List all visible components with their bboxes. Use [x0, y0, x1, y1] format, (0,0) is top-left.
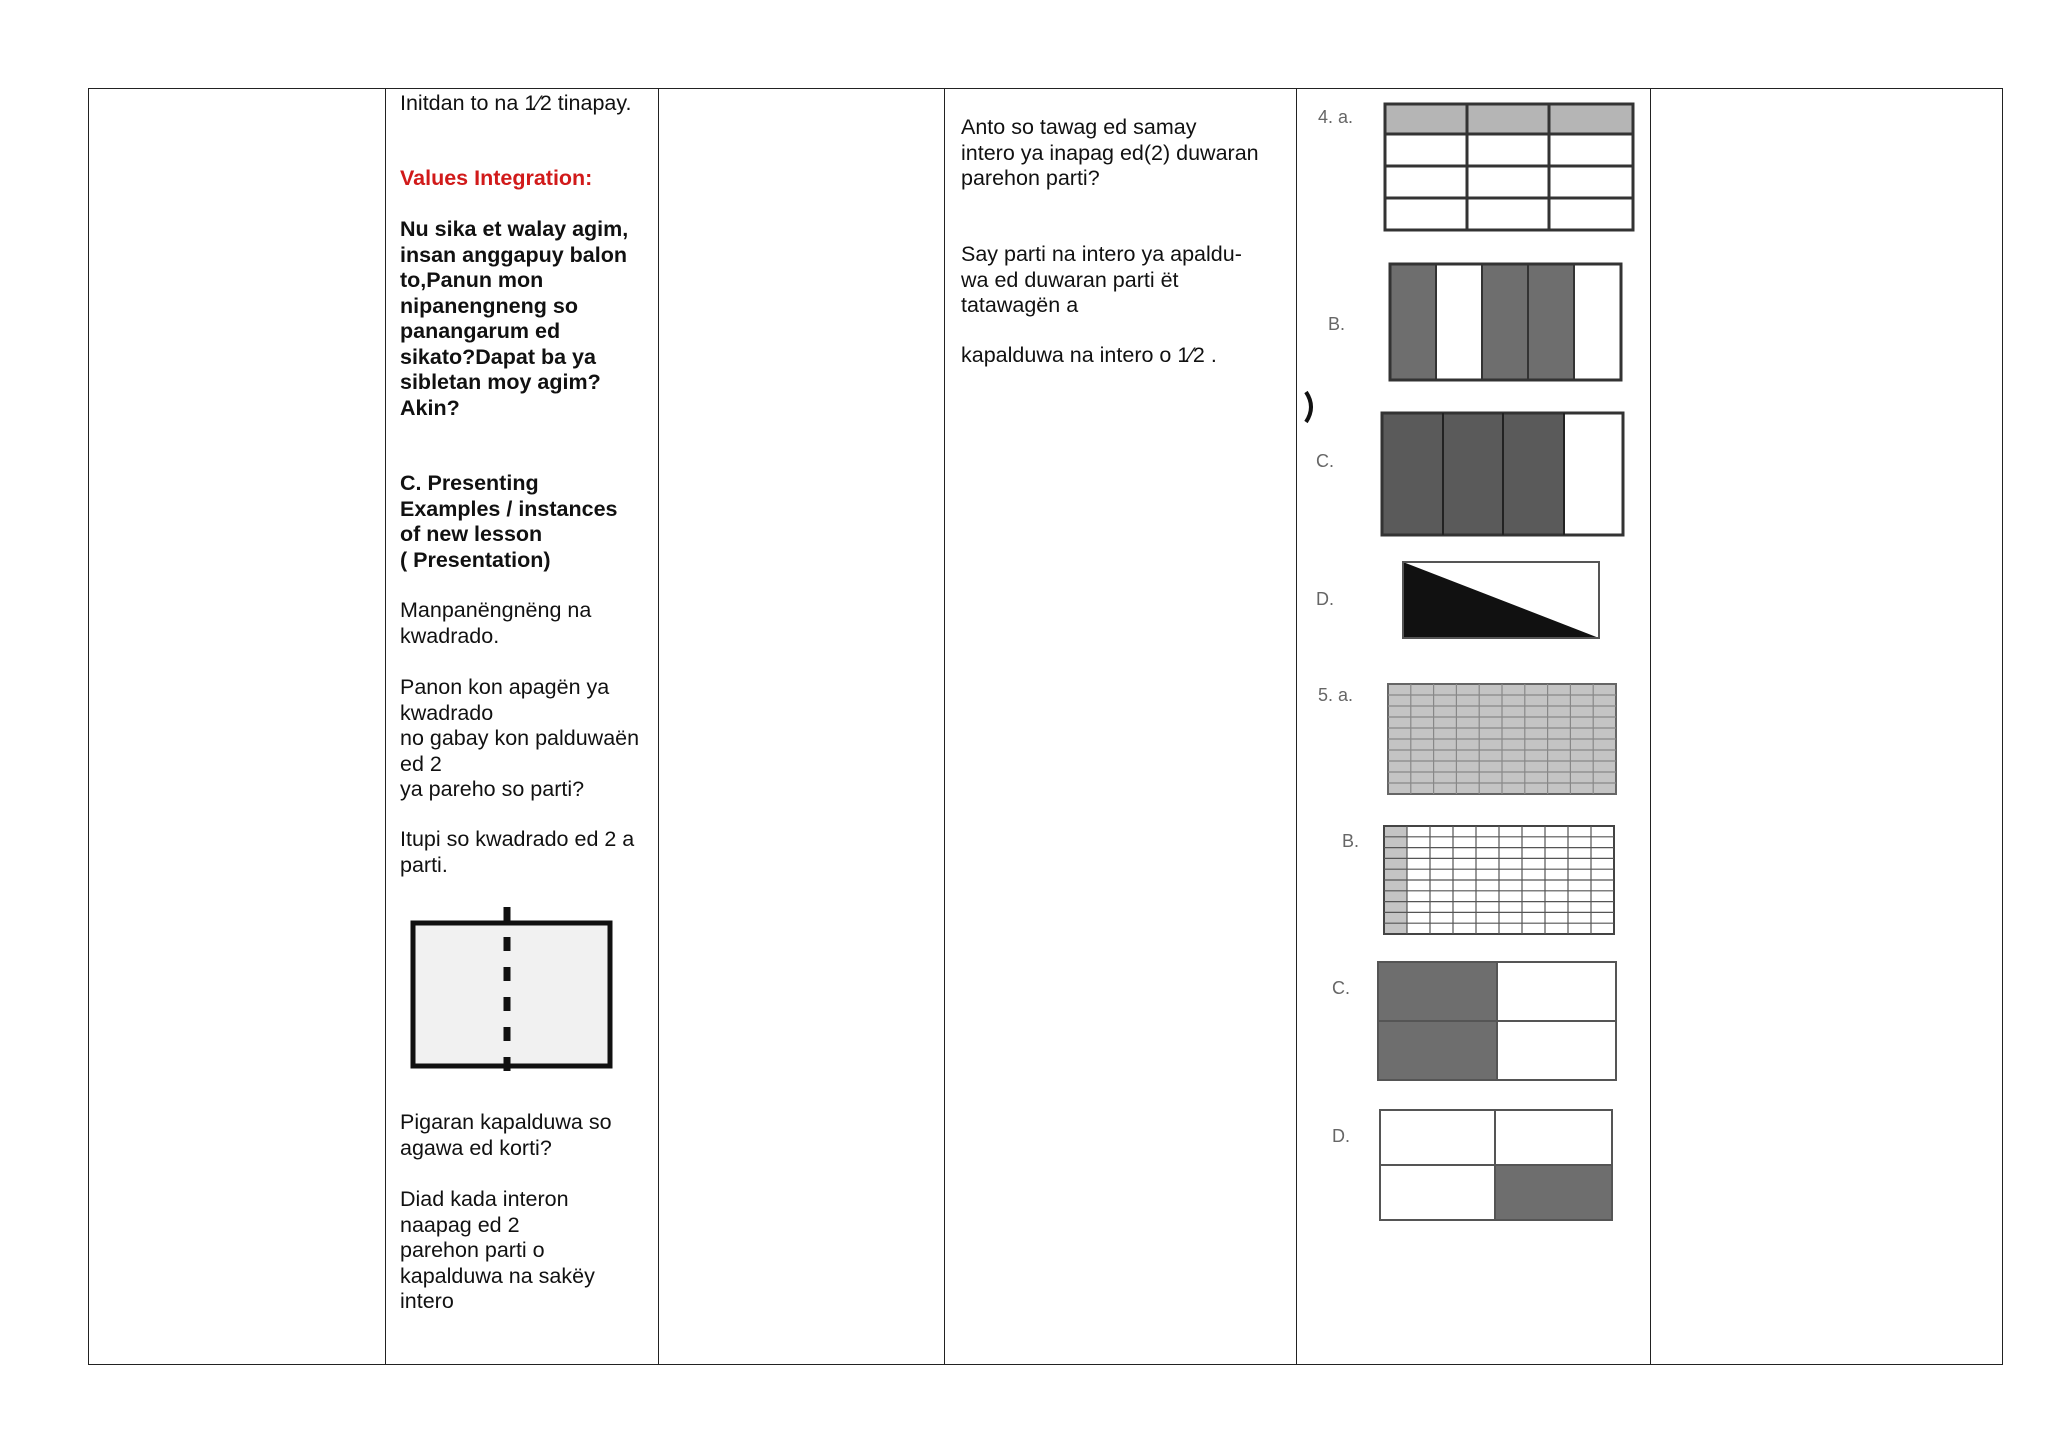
values-integration-heading: Values Integration: — [400, 166, 593, 190]
question-text: Anto so tawag ed samay intero ya inapag ed(2) duwaran parehon parti? — [961, 115, 1259, 190]
column-divider — [944, 89, 945, 1364]
fraction-quarters-d — [1378, 1108, 1614, 1222]
paragraph: Pigaran kapalduwa so agawa ed korti? — [400, 1110, 612, 1160]
fraction-grid-5a — [1386, 682, 1618, 796]
fraction-grid-5b — [1382, 824, 1616, 936]
values-integration-text: Nu sika et walay agim, insan anggapuy balon to,Panun mon nipanengneng so panangarum ed sikato?Dapat ba ya sibletan moy agim? Akin? — [400, 217, 629, 420]
item-label: B. — [1342, 831, 1360, 851]
section-c-heading: C. Presenting Examples / instances of new lesson ( Presentation) — [400, 471, 618, 572]
fraction-strips-c — [1380, 411, 1625, 537]
paragraph: Manpanëngnëng na kwadrado. — [400, 598, 592, 648]
question-text: Say parti na intero ya apaldu- wa ed duwaran parti ët tatawagën a — [961, 242, 1242, 317]
paragraph: Itupi so kwadrado ed 2 a parti. — [400, 827, 635, 877]
item-label: 4. a. — [1318, 107, 1354, 127]
item-label: D. — [1332, 1126, 1350, 1146]
column-divider — [385, 89, 386, 1364]
folded-square-figure — [405, 905, 620, 1085]
answer-text: kapalduwa na intero o 1⁄2 . — [961, 343, 1217, 367]
fraction-halves-c — [1376, 960, 1618, 1082]
paragraph: Panon kon apagën ya kwadrado no gabay kon palduwaën ed 2 ya pareho so parti? — [400, 675, 640, 801]
triangle-figure-d — [1401, 560, 1601, 640]
item-label: C. — [1332, 978, 1350, 998]
column-divider — [1650, 89, 1651, 1364]
fraction-strips-b — [1388, 262, 1623, 382]
intro-line: Initdan to na 1⁄2 tinapay. — [400, 91, 632, 115]
item-label: 5. a. — [1318, 685, 1354, 705]
column-divider — [658, 89, 659, 1364]
column-divider — [1296, 89, 1297, 1364]
crop-mark-icon — [1304, 390, 1316, 424]
item-label: C. — [1316, 451, 1334, 471]
paragraph: Diad kada interon naapag ed 2 parehon parti o kapalduwa na sakëy intero — [400, 1187, 595, 1313]
fraction-grid-4a — [1383, 102, 1635, 232]
item-label: B. — [1328, 314, 1346, 334]
item-label: D. — [1316, 589, 1334, 609]
